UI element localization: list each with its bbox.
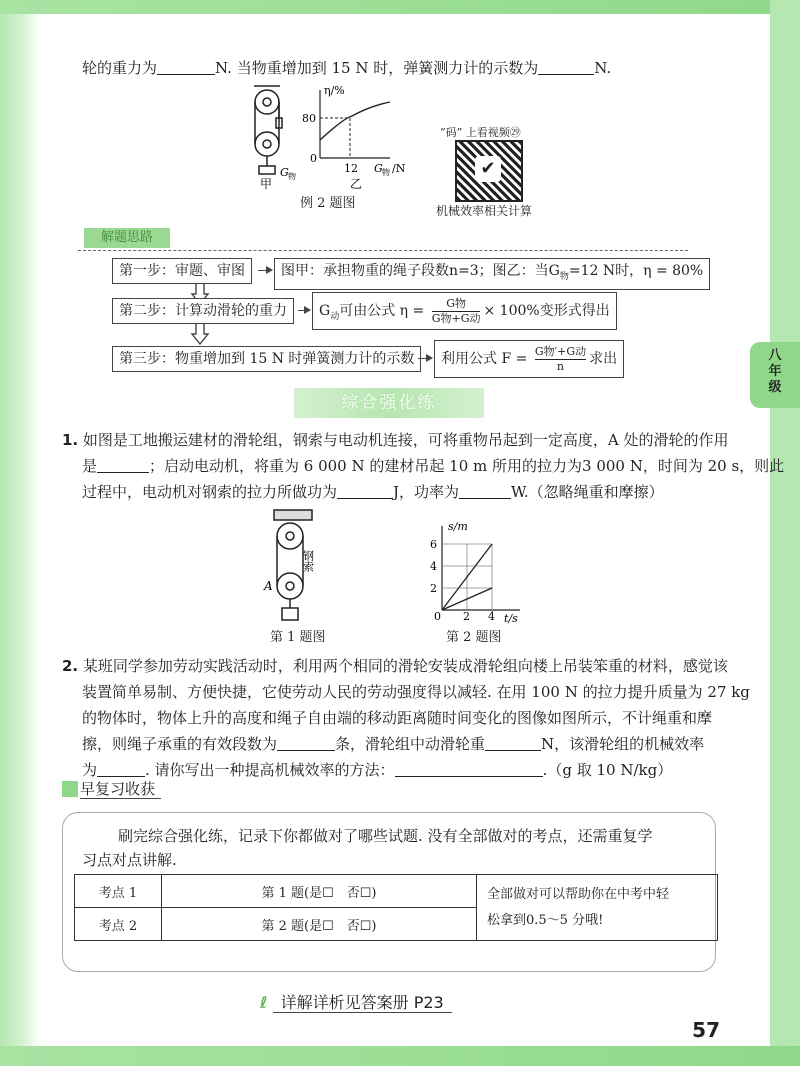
- example-text-a: 轮的重力为: [82, 59, 158, 77]
- answer-blank[interactable]: [459, 484, 511, 499]
- q2-text-4c: N，该滑轮组的机械效率: [541, 735, 705, 753]
- step-2-fraction: [432, 297, 481, 326]
- step-3-frac-den: n: [556, 359, 564, 373]
- down-arrow-2: [190, 324, 210, 346]
- tip-line: 松拿到0.5～5 分哦!: [487, 912, 604, 928]
- section-banner: 综合强化练: [294, 388, 484, 418]
- item-cell[interactable]: 第 2 题(是☐ 否☐): [162, 908, 477, 941]
- item-cell[interactable]: 第 1 题(是☐ 否☐): [162, 875, 477, 908]
- fig2-x-axis-label: t/s: [504, 612, 518, 624]
- q1-text-3c: W.（忽略绳重和摩擦）: [511, 483, 664, 501]
- q2-line-4: [82, 734, 704, 754]
- fig2-x-tick: 4: [488, 610, 495, 623]
- step-2-result: [312, 292, 617, 330]
- top-edge-decoration: [0, 0, 800, 14]
- fig-jia-g: G: [280, 166, 289, 179]
- side-tab-char: 年: [768, 364, 782, 379]
- answer-blank[interactable]: [277, 736, 335, 751]
- table-row: [75, 875, 718, 908]
- fig-jia-label: 甲: [260, 177, 273, 191]
- step-1-result: [274, 258, 710, 290]
- example-caption: 例 2 题图: [300, 196, 356, 211]
- q1-text-1: 如图是工地搬运建材的滑轮组，钢索与电动机连接，可将重物吊起到一定高度，A 处的滑轮的作用: [82, 431, 729, 449]
- step-3-result-b: 求出: [589, 351, 618, 367]
- q1-text-2b: ；启动电动机，将重为 6 000 N 的建材吊起 10 m 所用的拉力为3 000 N，时间为 20 s，则此: [149, 457, 785, 475]
- fig2-x-tick: 2: [463, 610, 470, 623]
- side-tab-char: 级: [768, 380, 782, 395]
- q2-text-4a: 擦，则绳子承重的有效段数为: [82, 735, 278, 753]
- answer-blank[interactable]: [97, 762, 145, 777]
- think-tag: 解题思路: [84, 228, 170, 248]
- point-cell: 考点 1: [75, 875, 162, 908]
- score-table: [74, 874, 718, 941]
- q2-text-5a: 为: [82, 761, 98, 779]
- step-3-frac-num: G物′+G动: [534, 344, 587, 358]
- graph-x-tick: 12: [344, 162, 358, 175]
- tip-cell: [477, 875, 718, 941]
- q2-line-1: [62, 656, 728, 676]
- grade-side-tab: [750, 342, 800, 408]
- q1-text-3a: 过程中，电动机对钢索的拉力所做功为: [82, 483, 338, 501]
- answer-reference-text: 详解详析见答案册 P23: [273, 993, 452, 1013]
- fig1-cable-label: 钢索: [301, 550, 315, 572]
- step-3-result-a: 利用公式 F =: [441, 351, 528, 367]
- page-number: 57: [692, 1018, 720, 1042]
- q1-line-3: [82, 482, 664, 502]
- q2-st-graph: [420, 516, 530, 624]
- example-text-c: N.: [594, 59, 612, 77]
- qr-code[interactable]: [455, 140, 523, 202]
- step-2-box: 第二步：计算动滑轮的重力: [112, 298, 294, 324]
- left-edge-decoration: [0, 0, 40, 1066]
- q1-line-1: [62, 430, 729, 450]
- graph-x-axis-label: G: [374, 162, 383, 175]
- point-cell: 考点 2: [75, 908, 162, 941]
- q2-line-3: 的物体时，物体上升的高度和绳子自由端的移动距离随时间变化的图像如图所示，不计绳重和摩: [82, 709, 713, 727]
- fig2-y-tick: 4: [430, 560, 437, 573]
- step-1-result-sub: 物: [559, 271, 569, 282]
- qr-top-text: “码” 上看视频㉙: [440, 126, 521, 139]
- example-line-1: [82, 58, 611, 78]
- step-3-box: 第三步：物重增加到 15 N 时弹簧测力计的示数: [112, 346, 421, 372]
- step-2-result-sub: 动: [330, 311, 340, 322]
- fig2-y-axis-label: s/m: [448, 520, 468, 533]
- step-2-frac-num: G物: [432, 297, 481, 312]
- efficiency-graph: [320, 90, 390, 158]
- q2-text-1: 某班同学参加劳动实践活动时，利用两个相同的滑轮安装成滑轮组向楼上吊装笨重的材料，感觉该: [82, 657, 728, 675]
- step-1-result-b: =12 N时，η = 80%: [568, 263, 704, 279]
- summary-heading: [62, 778, 161, 799]
- step-2-arrow: [298, 310, 310, 311]
- step-3-result: [434, 340, 624, 378]
- fig2-y-tick: 6: [430, 538, 437, 551]
- answer-blank[interactable]: [337, 484, 393, 499]
- q1-text-2a: 是: [82, 457, 98, 475]
- fig2-caption: 第 2 题图: [446, 630, 502, 645]
- efficiency-curve: [320, 102, 390, 140]
- example-figures: [240, 82, 430, 204]
- q2-text-5b: . 请你写出一种提高机械效率的方法：: [145, 761, 395, 779]
- step-2-result-b: 可由公式 η =: [339, 303, 425, 319]
- summary-intro-1: 刷完综合强化练，记录下你都做对了哪些试题. 没有全部做对的考点，还需重复学: [118, 827, 653, 845]
- leaf-icon: ℓ: [260, 993, 268, 1012]
- q1-line-2: [82, 456, 784, 476]
- graph-y-tick: 80: [302, 112, 316, 125]
- step-2-result-c: × 100%变形式得出: [483, 303, 610, 319]
- side-tab-char: 八: [768, 348, 782, 363]
- step-2-frac-den: G物+G动: [431, 311, 481, 325]
- summary-intro-2: 习点对点讲解.: [82, 851, 177, 869]
- step-1-result-a: 图甲：承担物重的绳子段数n=3；图乙：当G: [281, 263, 560, 279]
- q2-line-2: 装置简单易制、方便快捷，它使劳动人民的劳动强度得以减轻. 在用 100 N 的拉力提升质量为 27 kg: [82, 683, 750, 701]
- qr-bottom-text: 机械效率相关计算: [436, 204, 533, 218]
- pulley-system-jia: [254, 86, 282, 174]
- answer-blank[interactable]: [97, 458, 149, 473]
- check-icon: ✔: [475, 156, 501, 182]
- fig2-y-tick: 2: [430, 582, 437, 595]
- bottom-edge-decoration: [0, 1046, 800, 1066]
- fig2-x-tick: 0: [434, 610, 441, 623]
- answer-blank[interactable]: [157, 60, 215, 75]
- graph-y-axis-label: η/%: [324, 84, 345, 97]
- answer-reference[interactable]: [260, 990, 452, 1013]
- graph-x-axis-unit: /N: [392, 162, 406, 175]
- graph-x-axis-sub: 物: [382, 168, 390, 177]
- q2-text-5c: .（g 取 10 N/kg）: [542, 761, 673, 779]
- fig-jia-sub: 物: [288, 172, 296, 181]
- fig1-a-label: A: [264, 579, 273, 593]
- summary-heading-text: 早复习收获: [80, 780, 161, 799]
- q2-line-5: [82, 760, 672, 780]
- right-edge-decoration: [770, 0, 800, 1066]
- q1-number: 1.: [62, 431, 79, 449]
- green-square-icon: [62, 781, 78, 797]
- step-1-arrow: [258, 270, 272, 271]
- q1-text-3b: J，功率为: [393, 483, 460, 501]
- graph-origin: 0: [310, 152, 317, 165]
- q1-pulley-figure: [260, 506, 340, 626]
- step-3-arrow: [418, 358, 432, 359]
- step-1-box: 第一步：审题、审图: [112, 258, 252, 284]
- answer-blank[interactable]: [485, 736, 541, 751]
- example-text-b: N. 当物重增加到 15 N 时，弹簧测力计的示数为: [215, 59, 539, 77]
- answer-blank[interactable]: [538, 60, 594, 75]
- step-3-fraction: [535, 345, 586, 374]
- fig1-caption: 第 1 题图: [270, 630, 326, 645]
- fig-yi-label: 乙: [350, 177, 363, 191]
- step-2-result-a: G: [319, 303, 331, 319]
- q2-text-4b: 条，滑轮组中动滑轮重: [335, 735, 486, 753]
- q2-number: 2.: [62, 657, 79, 675]
- answer-blank[interactable]: [395, 762, 543, 777]
- think-divider: [78, 250, 688, 253]
- tip-line: 全部做对可以帮助你在中考中轻: [487, 886, 670, 902]
